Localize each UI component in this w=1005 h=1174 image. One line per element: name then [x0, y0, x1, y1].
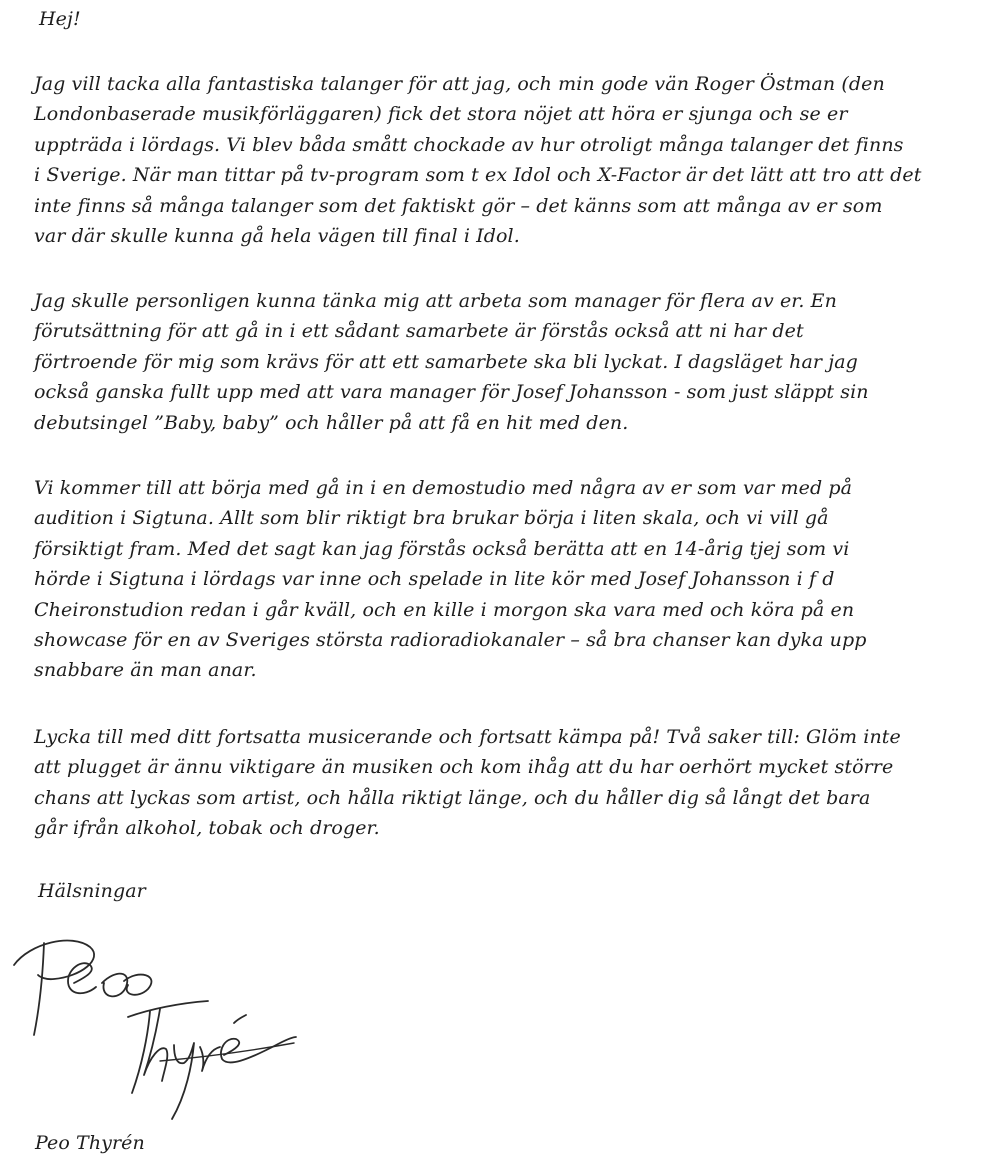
paragraph-line: Londonbaserade musikförläggaren) fick det stora nöjet att höra er sjunga och se er — [34, 103, 848, 126]
paragraph-line: hörde i Sigtuna i lördags var inne och spelade in lite kör med Josef Johansson i f d — [34, 568, 835, 591]
paragraph-line: audition i Sigtuna. Allt som blir riktigt bra brukar börja i liten skala, och vi vill gå — [34, 507, 829, 530]
paragraph-line: inte finns så många talanger som det faktiskt gör – det känns som att många av er som — [34, 194, 883, 217]
paragraph-4 — [34, 722, 901, 844]
handwritten-signature — [10, 925, 300, 1125]
paragraph-line: debutsingel ”Baby, baby” och håller på att få en hit med den. — [34, 411, 629, 434]
paragraph-line: Jag skulle personligen kunna tänka mig att arbeta som manager för flera av er. En — [34, 290, 837, 312]
paragraph-line: Cheironstudion redan i går kväll, och en kille i morgon ska vara med och köra på en — [34, 598, 855, 621]
signer-name: Peo Thyrén — [35, 1132, 145, 1154]
paragraph-line: var där skulle kunna gå hela vägen till final i Idol. — [34, 224, 520, 247]
paragraph-1 — [34, 69, 922, 251]
greeting: Hej! — [39, 8, 81, 30]
paragraph-line: att plugget är ännu viktigare än musiken och kom ihåg att du har oerhört mycket större — [34, 756, 894, 779]
paragraph-line: i Sverige. När man tittar på tv-program som t ex Idol och X-Factor är det lätt att tro att det — [34, 164, 922, 187]
closing: Hälsningar — [38, 880, 146, 902]
paragraph-line: chans att lyckas som artist, och hålla riktigt länge, och du håller dig så långt det bara — [34, 786, 871, 809]
paragraph-line: Jag vill tacka alla fantastiska talanger för att jag, och min gode vän Roger Östman (den — [34, 73, 885, 95]
paragraph-line: går ifrån alkohol, tobak och droger. — [34, 817, 380, 840]
paragraph-line: Lycka till med ditt fortsatta musicerande och fortsatt kämpa på! Två saker till: Glöm inte — [34, 726, 901, 748]
paragraph-line: Vi kommer till att börja med gå in i en demostudio med några av er som var med på — [34, 477, 853, 499]
paragraph-line: försiktigt fram. Med det sagt kan jag förstås också berätta att en 14-årig tjej som vi — [34, 537, 850, 560]
paragraph-3 — [34, 473, 867, 686]
paragraph-2 — [34, 286, 869, 438]
paragraph-line: förutsättning för att gå in i ett sådant samarbete är förstås också att ni har det — [34, 320, 804, 343]
paragraph-line: förtroende för mig som krävs för att ett samarbete ska bli lyckat. I dagsläget har jag — [34, 350, 858, 373]
paragraph-line: också ganska fullt upp med att vara manager för Josef Johansson - som just släppt sin — [34, 381, 869, 404]
paragraph-line: snabbare än man anar. — [34, 659, 257, 682]
paragraph-line: showcase för en av Sveriges största radioradiokanaler – så bra chanser kan dyka upp — [34, 628, 867, 651]
paragraph-line: uppträda i lördags. Vi blev båda smått chockade av hur otroligt många talanger det finns — [34, 133, 904, 156]
